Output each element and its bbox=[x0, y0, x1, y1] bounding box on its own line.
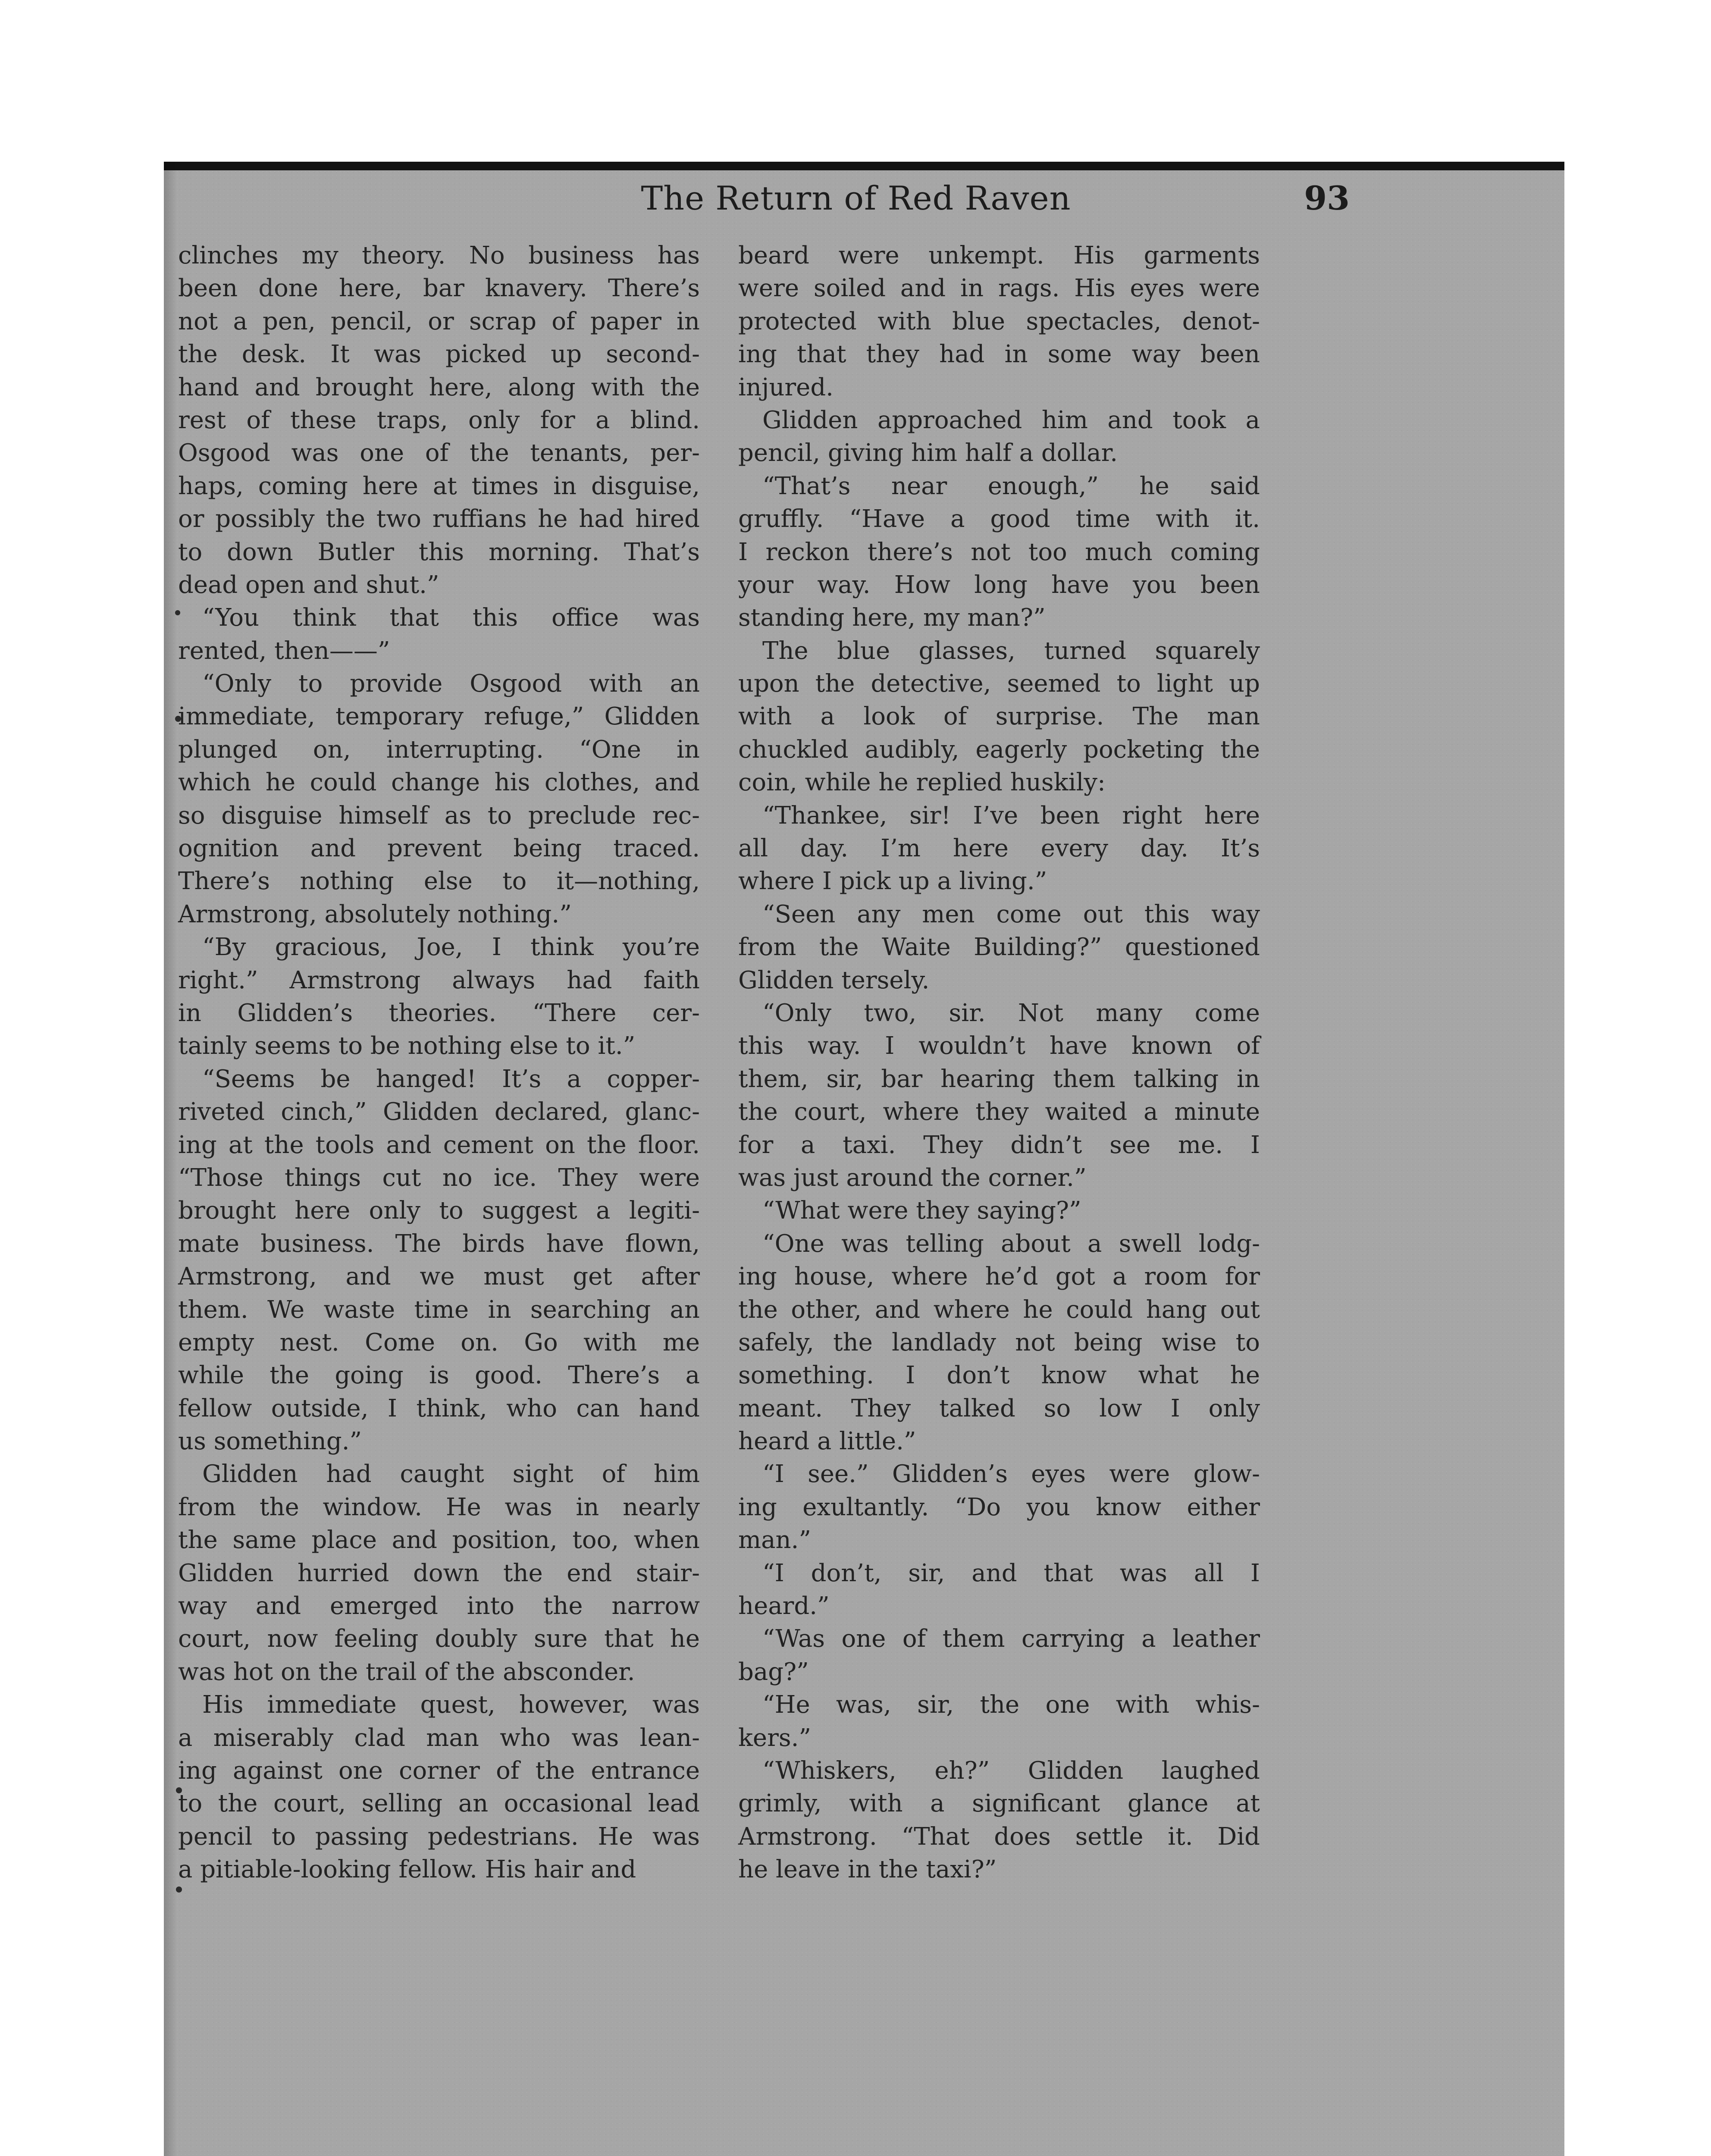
text-line: to down Butler this morning. That’s bbox=[178, 538, 700, 566]
text-line: this way. I wouldn’t have known of bbox=[738, 1032, 1260, 1060]
text-line: rest of these traps, only for a blind. bbox=[178, 406, 700, 434]
text-line: or possibly the two ruffians he had hired bbox=[178, 505, 700, 533]
text-line: empty nest. Come on. Go with me bbox=[178, 1328, 700, 1357]
text-line: Armstrong. “That does settle it. Did bbox=[738, 1822, 1260, 1851]
text-line: while the going is good. There’s a bbox=[178, 1361, 700, 1390]
text-line: “Those things cut no ice. They were bbox=[178, 1163, 700, 1192]
text-line: There’s nothing else to it—nothing, bbox=[178, 867, 700, 896]
text-line: were soiled and in rags. His eyes were bbox=[738, 274, 1260, 303]
text-line: ing against one corner of the entrance bbox=[178, 1756, 700, 1785]
text-line: ing house, where he’d got a room for bbox=[738, 1263, 1260, 1291]
text-line: ing exultantly. “Do you know either bbox=[738, 1493, 1260, 1521]
text-line: “Thankee, sir! I’ve been right here bbox=[762, 801, 1260, 830]
text-line: the other, and where he could hang out bbox=[738, 1295, 1260, 1324]
text-line: the same place and position, too, when bbox=[178, 1526, 700, 1554]
text-line: meant. They talked so low I only bbox=[738, 1394, 1260, 1423]
text-line: heard.” bbox=[738, 1592, 830, 1620]
text-line: “Was one of them carrying a leather bbox=[762, 1625, 1260, 1653]
text-line: “You think that this office was bbox=[202, 604, 700, 632]
text-line: grimly, with a significant glance at bbox=[738, 1789, 1260, 1818]
text-line: ing that they had in some way been bbox=[738, 340, 1260, 369]
text-line: Osgood was one of the tenants, per- bbox=[178, 439, 700, 467]
text-line: where I pick up a living.” bbox=[738, 867, 1047, 896]
text-line: chuckled audibly, eagerly pocketing the bbox=[738, 735, 1260, 764]
text-line: in Glidden’s theories. “There cer- bbox=[178, 999, 700, 1027]
text-line: man.” bbox=[738, 1526, 811, 1554]
text-line: His immediate quest, however, was bbox=[202, 1691, 700, 1719]
text-line: “Whiskers, eh?” Glidden laughed bbox=[762, 1756, 1260, 1785]
text-line: all day. I’m here every day. It’s bbox=[738, 834, 1260, 863]
text-line: which he could change his clothes, and bbox=[178, 768, 700, 797]
text-line: ing at the tools and cement on the floor. bbox=[178, 1131, 700, 1159]
text-line: The blue glasses, turned squarely bbox=[762, 636, 1260, 665]
text-line: from the window. He was in nearly bbox=[178, 1493, 700, 1521]
text-line: dead open and shut.” bbox=[178, 570, 439, 599]
text-line: “Only to provide Osgood with an bbox=[202, 670, 700, 698]
text-line: “Seems be hanged! It’s a copper- bbox=[202, 1065, 700, 1093]
text-line: pencil to passing pedestrians. He was bbox=[178, 1822, 700, 1851]
text-line: “He was, sir, the one with whis- bbox=[762, 1691, 1260, 1719]
text-line: riveted cinch,” Glidden declared, glanc- bbox=[178, 1098, 700, 1126]
text-line: “I don’t, sir, and that was all I bbox=[762, 1559, 1260, 1587]
text-line: “One was telling about a swell lodg- bbox=[762, 1229, 1260, 1258]
text-line: rented, then——” bbox=[178, 636, 390, 665]
text-line: us something.” bbox=[178, 1427, 362, 1456]
text-line: “What were they saying?” bbox=[762, 1197, 1081, 1225]
text-line: hand and brought here, along with the bbox=[178, 373, 700, 401]
text-line: I reckon there’s not too much coming bbox=[738, 538, 1260, 566]
text-column-left bbox=[178, 239, 700, 1887]
text-line: Glidden approached him and took a bbox=[762, 406, 1260, 434]
text-line: injured. bbox=[738, 373, 834, 401]
running-title: The Return of Red Raven bbox=[641, 179, 1071, 217]
text-line: brought here only to suggest a legiti- bbox=[178, 1197, 700, 1225]
text-line: them. We waste time in searching an bbox=[178, 1295, 700, 1324]
text-line: ognition and prevent being traced. bbox=[178, 834, 700, 863]
text-line: for a taxi. They didn’t see me. I bbox=[738, 1131, 1260, 1159]
text-line: was hot on the trail of the absconder. bbox=[178, 1658, 635, 1686]
page-left-shadow bbox=[164, 162, 177, 2156]
text-line: beard were unkempt. His garments bbox=[738, 241, 1260, 270]
text-line: safely, the landlady not being wise to bbox=[738, 1328, 1260, 1357]
text-line: tainly seems to be nothing else to it.” bbox=[178, 1032, 636, 1060]
text-line: plunged on, interrupting. “One in bbox=[178, 735, 700, 764]
text-line: a pitiable-looking fellow. His hair and bbox=[178, 1855, 636, 1884]
text-line: the court, where they waited a minute bbox=[738, 1098, 1260, 1126]
binding-hole bbox=[176, 1887, 182, 1893]
text-column-right bbox=[738, 239, 1260, 1887]
page-number: 93 bbox=[1304, 179, 1350, 217]
text-line: your way. How long have you been bbox=[738, 570, 1260, 599]
text-line: mate business. The birds have flown, bbox=[178, 1229, 700, 1258]
text-line: Glidden tersely. bbox=[738, 966, 930, 994]
text-line: bag?” bbox=[738, 1658, 809, 1686]
text-line: not a pen, pencil, or scrap of paper in bbox=[178, 307, 700, 335]
text-line: upon the detective, seemed to light up bbox=[738, 670, 1260, 698]
text-line: right.” Armstrong always had faith bbox=[178, 966, 700, 994]
text-line: “Seen any men come out this way bbox=[762, 900, 1260, 928]
text-line: them, sir, bar hearing them talking in bbox=[738, 1065, 1260, 1093]
text-line: haps, coming here at times in disguise, bbox=[178, 472, 700, 500]
text-line: to the court, selling an occasional lead bbox=[178, 1789, 700, 1818]
text-line: been done here, bar knavery. There’s bbox=[178, 274, 700, 303]
text-line: “I see.” Glidden’s eyes were glow- bbox=[762, 1460, 1260, 1489]
text-line: the desk. It was picked up second- bbox=[178, 340, 700, 369]
text-line: Glidden hurried down the end stair- bbox=[178, 1559, 700, 1587]
text-line: “That’s near enough,” he said bbox=[762, 472, 1260, 500]
text-line: fellow outside, I think, who can hand bbox=[178, 1394, 700, 1423]
text-line: was just around the corner.” bbox=[738, 1163, 1087, 1192]
running-header bbox=[78, 175, 1406, 222]
text-line: a miserably clad man who was lean- bbox=[178, 1724, 700, 1752]
text-line: “By gracious, Joe, I think you’re bbox=[202, 933, 700, 962]
text-line: coin, while he replied huskily: bbox=[738, 768, 1106, 797]
text-line: he leave in the taxi?” bbox=[738, 1855, 997, 1884]
text-line: clinches my theory. No business has bbox=[178, 241, 700, 270]
text-line: “Only two, sir. Not many come bbox=[762, 999, 1260, 1027]
page-top-edge bbox=[164, 162, 1564, 170]
text-line: Armstrong, and we must get after bbox=[178, 1263, 700, 1291]
text-line: heard a little.” bbox=[738, 1427, 916, 1456]
text-line: immediate, temporary refuge,” Glidden bbox=[178, 702, 700, 731]
text-line: court, now feeling doubly sure that he bbox=[178, 1625, 700, 1653]
text-line: something. I don’t know what he bbox=[738, 1361, 1260, 1390]
text-line: gruffly. “Have a good time with it. bbox=[738, 505, 1260, 533]
text-line: standing here, my man?” bbox=[738, 604, 1046, 632]
text-line: way and emerged into the narrow bbox=[178, 1592, 700, 1620]
text-line: pencil, giving him half a dollar. bbox=[738, 439, 1118, 467]
text-line: so disguise himself as to preclude rec- bbox=[178, 801, 700, 830]
text-line: with a look of surprise. The man bbox=[738, 702, 1260, 731]
text-line: protected with blue spectacles, denot- bbox=[738, 307, 1260, 335]
text-line: Glidden had caught sight of him bbox=[202, 1460, 700, 1489]
text-line: Armstrong, absolutely nothing.” bbox=[178, 900, 572, 928]
text-line: kers.” bbox=[738, 1724, 812, 1752]
text-line: from the Waite Building?” questioned bbox=[738, 933, 1260, 962]
